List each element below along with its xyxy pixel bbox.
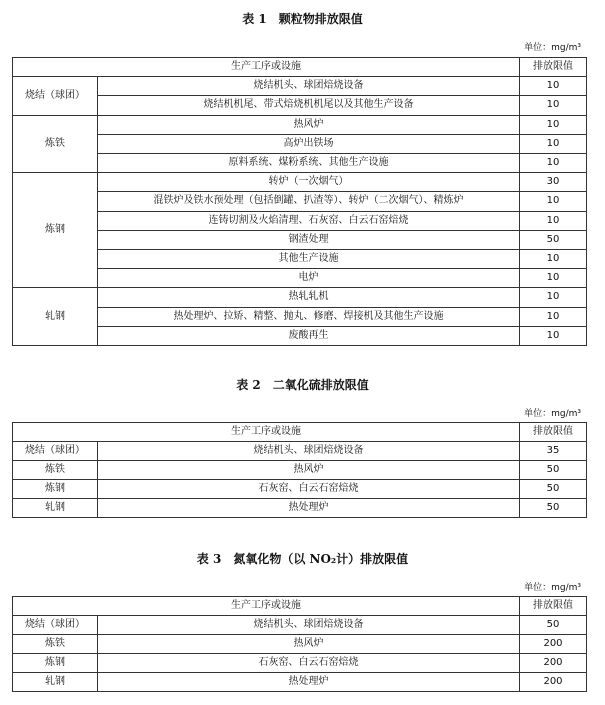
category-cell: 烧结（球团） <box>13 77 98 115</box>
table-row <box>13 250 587 269</box>
limit-cell: 200 <box>520 654 587 673</box>
table-row <box>13 307 587 326</box>
header-process: 生产工序或设施 <box>13 597 520 616</box>
category-cell: 轧钢 <box>13 673 98 692</box>
table2-unit: 单位：mg/m³ <box>524 409 581 419</box>
header-limit: 排放限值 <box>520 423 587 442</box>
facility-cell: 烧结机头、球团焙烧设备 <box>98 616 520 635</box>
table-row <box>13 654 587 673</box>
limit-cell: 10 <box>520 192 587 211</box>
limit-cell: 50 <box>520 230 587 249</box>
facility-cell: 热处理炉 <box>98 499 520 518</box>
table-row <box>13 442 587 461</box>
limit-cell: 10 <box>520 269 587 288</box>
table1-title: 表 1 颗粒物排放限值 <box>242 12 363 26</box>
limit-cell: 200 <box>520 635 587 654</box>
sulfur-dioxide-limits-table <box>12 422 587 518</box>
header-limit: 排放限值 <box>520 58 587 77</box>
nitrogen-oxide-limits-table <box>12 596 587 692</box>
table3-unit: 单位：mg/m³ <box>524 583 581 593</box>
facility-cell: 热风炉 <box>98 461 520 480</box>
limit-cell: 50 <box>520 499 587 518</box>
table-row <box>13 96 587 115</box>
table-row <box>13 211 587 230</box>
header-process: 生产工序或设施 <box>13 58 520 77</box>
category-cell: 轧钢 <box>13 499 98 518</box>
particulate-limits-table <box>12 57 587 346</box>
limit-cell: 200 <box>520 673 587 692</box>
facility-cell: 其他生产设施 <box>98 250 520 269</box>
limit-cell: 50 <box>520 616 587 635</box>
category-cell: 轧钢 <box>13 288 98 346</box>
table-row <box>13 499 587 518</box>
category-cell: 炼钢 <box>13 173 98 288</box>
facility-cell: 废酸再生 <box>98 326 520 345</box>
table-row <box>13 77 587 96</box>
facility-cell: 混铁炉及铁水预处理（包括倒罐、扒渣等）、转炉（二次烟气）、精炼炉 <box>98 192 520 211</box>
table-header-row <box>13 423 587 442</box>
facility-cell: 烧结机头、球团焙烧设备 <box>98 77 520 96</box>
facility-cell: 钢渣处理 <box>98 230 520 249</box>
category-cell: 炼铁 <box>13 635 98 654</box>
facility-cell: 高炉出铁场 <box>98 134 520 153</box>
table-row <box>13 673 587 692</box>
facility-cell: 烧结机机尾、带式焙烧机机尾以及其他生产设备 <box>98 96 520 115</box>
limit-cell: 10 <box>520 307 587 326</box>
facility-cell: 石灰窑、白云石窑焙烧 <box>98 480 520 499</box>
limit-cell: 10 <box>520 96 587 115</box>
limit-cell: 30 <box>520 173 587 192</box>
table-row <box>13 230 587 249</box>
category-cell: 烧结（球团） <box>13 616 98 635</box>
table-row <box>13 192 587 211</box>
table-row <box>13 288 587 307</box>
facility-cell: 热风炉 <box>98 115 520 134</box>
table2-title: 表 2 二氧化硫排放限值 <box>236 378 369 392</box>
facility-cell: 原料系统、煤粉系统、其他生产设施 <box>98 154 520 173</box>
category-cell: 烧结（球团） <box>13 442 98 461</box>
table-row <box>13 480 587 499</box>
limit-cell: 10 <box>520 134 587 153</box>
table1-unit: 单位：mg/m³ <box>524 43 581 53</box>
table-row <box>13 173 587 192</box>
category-cell: 炼铁 <box>13 461 98 480</box>
table-row <box>13 616 587 635</box>
table-row <box>13 154 587 173</box>
table3-title: 表 3 氮氧化物（以 NO₂计）排放限值 <box>196 552 409 566</box>
facility-cell: 热轧轧机 <box>98 288 520 307</box>
table-row <box>13 461 587 480</box>
header-process: 生产工序或设施 <box>13 423 520 442</box>
facility-cell: 连铸切割及火焰清理、石灰窑、白云石窑焙烧 <box>98 211 520 230</box>
limit-cell: 10 <box>520 288 587 307</box>
facility-cell: 转炉（一次烟气） <box>98 173 520 192</box>
category-cell: 炼钢 <box>13 654 98 673</box>
category-cell: 炼钢 <box>13 480 98 499</box>
table-row <box>13 635 587 654</box>
limit-cell: 10 <box>520 154 587 173</box>
table-row <box>13 115 587 134</box>
limit-cell: 35 <box>520 442 587 461</box>
facility-cell: 烧结机头、球团焙烧设备 <box>98 442 520 461</box>
limit-cell: 10 <box>520 77 587 96</box>
facility-cell: 石灰窑、白云石窑焙烧 <box>98 654 520 673</box>
table-row <box>13 134 587 153</box>
table-header-row <box>13 597 587 616</box>
limit-cell: 10 <box>520 115 587 134</box>
facility-cell: 电炉 <box>98 269 520 288</box>
limit-cell: 10 <box>520 326 587 345</box>
header-limit: 排放限值 <box>520 597 587 616</box>
category-cell: 炼铁 <box>13 115 98 173</box>
table-header-row <box>13 58 587 77</box>
limit-cell: 10 <box>520 250 587 269</box>
facility-cell: 热风炉 <box>98 635 520 654</box>
facility-cell: 热处理炉、拉矫、精整、抛丸、修磨、焊接机及其他生产设施 <box>98 307 520 326</box>
limit-cell: 10 <box>520 211 587 230</box>
limit-cell: 50 <box>520 480 587 499</box>
table-row <box>13 326 587 345</box>
limit-cell: 50 <box>520 461 587 480</box>
facility-cell: 热处理炉 <box>98 673 520 692</box>
table-row <box>13 269 587 288</box>
